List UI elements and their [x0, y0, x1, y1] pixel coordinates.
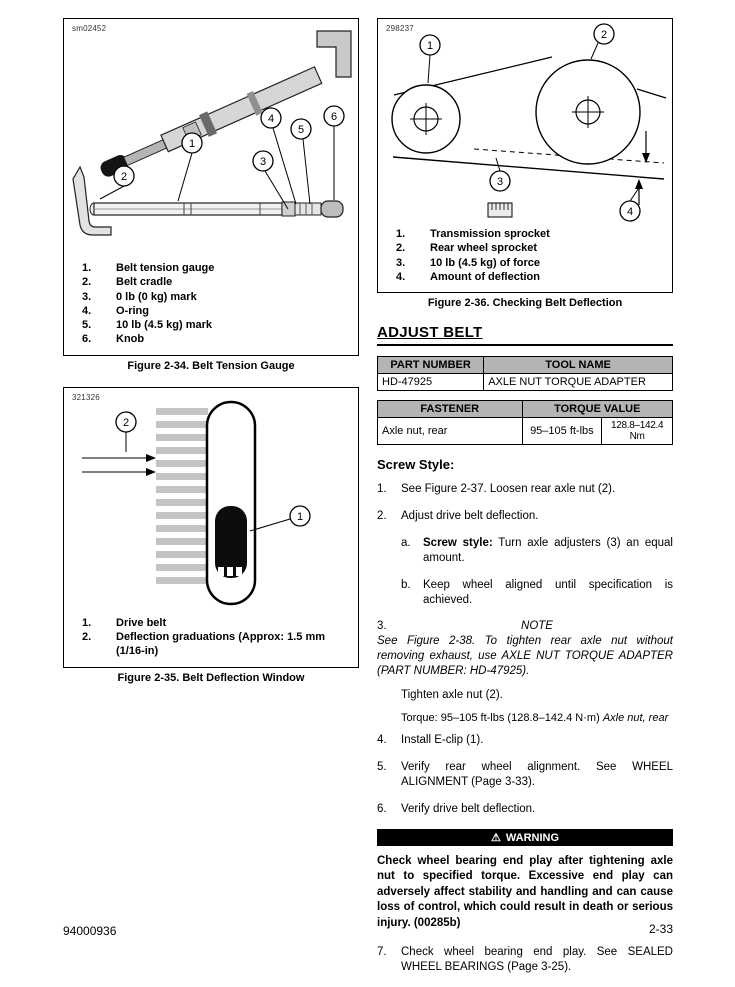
warning-banner: [377, 829, 673, 846]
legend-item: [396, 270, 666, 284]
warning-title: WARNING: [505, 831, 560, 844]
legend-number: 5.: [82, 319, 92, 332]
figure-2-35-legend: [64, 614, 358, 667]
legend-number: 2.: [396, 242, 406, 255]
figure-2-36-caption: Figure 2-36. Checking Belt Deflection: [427, 297, 623, 310]
step-letter: a.: [401, 537, 411, 550]
tool-name: AXLE NUT TORQUE ADAPTER: [484, 374, 673, 391]
legend-number: 1.: [82, 616, 92, 629]
svg-text:2: 2: [120, 171, 128, 183]
legend-label: Amount of deflection: [430, 270, 540, 283]
legend-number: 4.: [396, 270, 406, 283]
force-gauge-icon: [488, 203, 512, 217]
legend-number: 2.: [82, 631, 92, 644]
legend-number: 4.: [82, 304, 92, 317]
legend-number: 3.: [396, 256, 406, 269]
deflection-arrows: [635, 131, 650, 205]
legend-label: O-ring: [116, 304, 149, 317]
legend-item: [82, 318, 352, 332]
belt-bottom-line: [393, 157, 664, 179]
legend-item: [396, 256, 666, 270]
legend-label: 10 lb (4.5 kg) of force: [430, 256, 541, 269]
legend-item: [82, 304, 352, 318]
svg-text:1: 1: [188, 138, 196, 150]
warning-text: Check wheel bearing end play after tightening axle nut to specified torque. Excessive end play can adversely affect stability and handling and can cause loss of control, which could result in death or serious injury. (00285b): [377, 854, 673, 929]
arrowhead: [146, 468, 156, 476]
legend-item: [82, 275, 352, 289]
page-number: 2-33: [648, 922, 673, 936]
callout-3: [490, 171, 510, 191]
legend-item: [396, 227, 666, 241]
legend-item: [82, 616, 352, 630]
step-text: Verify drive belt deflection.: [401, 802, 536, 815]
callout-3: [253, 151, 273, 171]
torque-table-header-value: TORQUE VALUE: [522, 401, 672, 418]
section-heading: ADJUST BELT: [377, 324, 673, 346]
step-text-rest: Turn axle adjusters (3) an equal amount.: [423, 537, 673, 564]
fastener-name: Axle nut, rear: [378, 418, 523, 445]
deflection-graduations: [156, 408, 208, 584]
step-1: [377, 482, 673, 497]
legend-label: 10 lb (4.5 kg) mark: [116, 319, 212, 332]
belt-tension-gauge-drawing: [64, 19, 357, 259]
svg-text:5: 5: [297, 124, 305, 136]
bracket-shape: [317, 31, 351, 77]
pointer-arrows: [82, 458, 146, 472]
step-letter: b.: [401, 578, 411, 591]
figure-code: 321326: [72, 392, 100, 402]
callout-1: [420, 35, 440, 55]
legend-label: Transmission sprocket: [430, 228, 550, 240]
tool-table-header-name: TOOL NAME: [484, 357, 673, 374]
figure-2-36-box: [377, 18, 673, 293]
screw-style-heading: Screw Style:: [377, 457, 455, 473]
belt-deflection-window-drawing: [64, 388, 357, 614]
step-5: [377, 760, 673, 790]
figure-2-35-caption: Figure 2-35. Belt Deflection Window: [117, 671, 305, 684]
svg-text:3: 3: [259, 156, 267, 168]
legend-item: [396, 241, 666, 255]
warning-icon: ⚠: [490, 831, 501, 844]
torque-spec-line: [401, 711, 673, 725]
legend-number: 2.: [82, 276, 92, 289]
tool-table: [377, 356, 673, 391]
step-2a: [401, 536, 673, 566]
torque-label: Torque:: [401, 711, 438, 724]
step-number: 6.: [377, 802, 387, 815]
torque-table-header-fastener: FASTENER: [378, 401, 523, 418]
svg-text:3: 3: [496, 176, 504, 188]
figure-2-36-legend: [378, 225, 672, 292]
figure-2-34-legend: [64, 259, 358, 355]
note-label: NOTE: [521, 619, 553, 632]
step-2: [377, 509, 673, 524]
step-6: [377, 802, 673, 817]
scale-rod: [90, 201, 343, 217]
step-text: Keep wheel aligned until specification is achieved.: [423, 578, 673, 606]
tool-table-header-part: PART NUMBER: [378, 357, 484, 374]
torque-item: Axle nut, rear: [602, 711, 669, 724]
figure-2-34-caption: Figure 2-34. Belt Tension Gauge: [127, 359, 295, 372]
figure-code: 298237: [386, 24, 414, 33]
callout-5: [291, 119, 311, 139]
callout-2: [114, 166, 134, 186]
figure-code: sm02452: [72, 24, 107, 33]
belt-top-line: [637, 89, 666, 98]
document-number: 94000936: [63, 924, 117, 938]
torque-ftlbs: 95–105 ft-lbs: [522, 418, 602, 445]
torque-table: [377, 400, 673, 445]
right-column: [377, 18, 673, 987]
note-text: See Figure 2-38. To tighten rear axle nut without removing exhaust, use AXLE NUT TORQUE ADAPTER (PART NUMBER: HD-47925).: [377, 634, 673, 677]
legend-number: 1.: [82, 262, 92, 274]
belt-cradle-hook: [73, 167, 111, 235]
legend-item: [82, 332, 352, 346]
legend-number: 6.: [82, 333, 92, 346]
tool-part-number: HD-47925: [378, 374, 484, 391]
step-number: 4.: [377, 733, 387, 746]
callout-2: [116, 412, 136, 432]
legend-label: Drive belt: [116, 616, 167, 629]
step-text: [423, 536, 673, 566]
step-text: Install E-clip (1).: [401, 733, 484, 746]
callout-1: [182, 133, 202, 153]
legend-label: 0 lb (0 kg) mark: [116, 290, 197, 303]
step-4: [377, 733, 673, 748]
svg-text:4: 4: [626, 206, 634, 218]
rear-wheel-sprocket: [536, 60, 640, 164]
svg-text:2: 2: [122, 416, 130, 429]
torque-nm: 128.8–142.4 Nm: [602, 418, 673, 445]
svg-text:1: 1: [296, 510, 304, 523]
figure-2-34-box: [63, 18, 359, 356]
table-row: [378, 418, 673, 445]
step-text: See Figure 2-37. Loosen rear axle nut (2).: [401, 483, 616, 496]
tighten-instruction: Tighten axle nut (2).: [401, 688, 503, 701]
step-text: Verify rear wheel alignment. See WHEEL ALIGNMENT (Page 3-33).: [401, 760, 673, 788]
legend-label: Deflection graduations (Approx: 1.5 mm (1/16-in): [116, 631, 326, 658]
svg-text:4: 4: [267, 113, 275, 125]
legend-number: 1.: [396, 228, 406, 240]
checking-belt-deflection-drawing: [378, 19, 671, 225]
svg-text:2: 2: [600, 29, 608, 41]
legend-label: Knob: [116, 333, 145, 346]
step-2b: [401, 578, 673, 608]
callout-2: [594, 24, 614, 44]
legend-item: [82, 261, 352, 275]
drive-belt-shape: [215, 506, 247, 578]
svg-text:6: 6: [330, 111, 338, 123]
legend-item: [82, 290, 352, 304]
transmission-sprocket: [392, 85, 460, 153]
legend-label: Belt tension gauge: [116, 262, 215, 274]
callout-4: [620, 201, 640, 221]
step-7: [377, 945, 673, 975]
callout-4: [261, 108, 281, 128]
step-number: 2.: [377, 510, 387, 523]
torque-value: 95–105 ft-lbs (128.8–142.4 N·m): [440, 711, 600, 724]
table-row: [378, 374, 673, 391]
legend-label: Belt cradle: [116, 276, 173, 289]
legend-label: Rear wheel sprocket: [430, 242, 537, 255]
step-number: 7.: [377, 946, 387, 959]
step-number: 3.: [377, 619, 387, 632]
step-3: [377, 620, 673, 632]
step-bold-lead: Screw style:: [423, 537, 493, 550]
callout-6: [324, 106, 344, 126]
callout-1: [290, 506, 310, 526]
step-text: Adjust drive belt deflection.: [401, 510, 539, 523]
legend-number: 3.: [82, 290, 92, 303]
left-column: [63, 18, 359, 699]
step-number: 1.: [377, 483, 387, 496]
arrowhead: [146, 454, 156, 462]
step-text: Check wheel bearing end play. See SEALED WHEEL BEARINGS (Page 3-25).: [401, 946, 673, 974]
svg-text:1: 1: [426, 40, 434, 52]
legend-item: [82, 630, 352, 659]
gauge-body: [97, 64, 323, 182]
figure-2-35-box: [63, 387, 359, 668]
step-number: 5.: [377, 760, 387, 773]
